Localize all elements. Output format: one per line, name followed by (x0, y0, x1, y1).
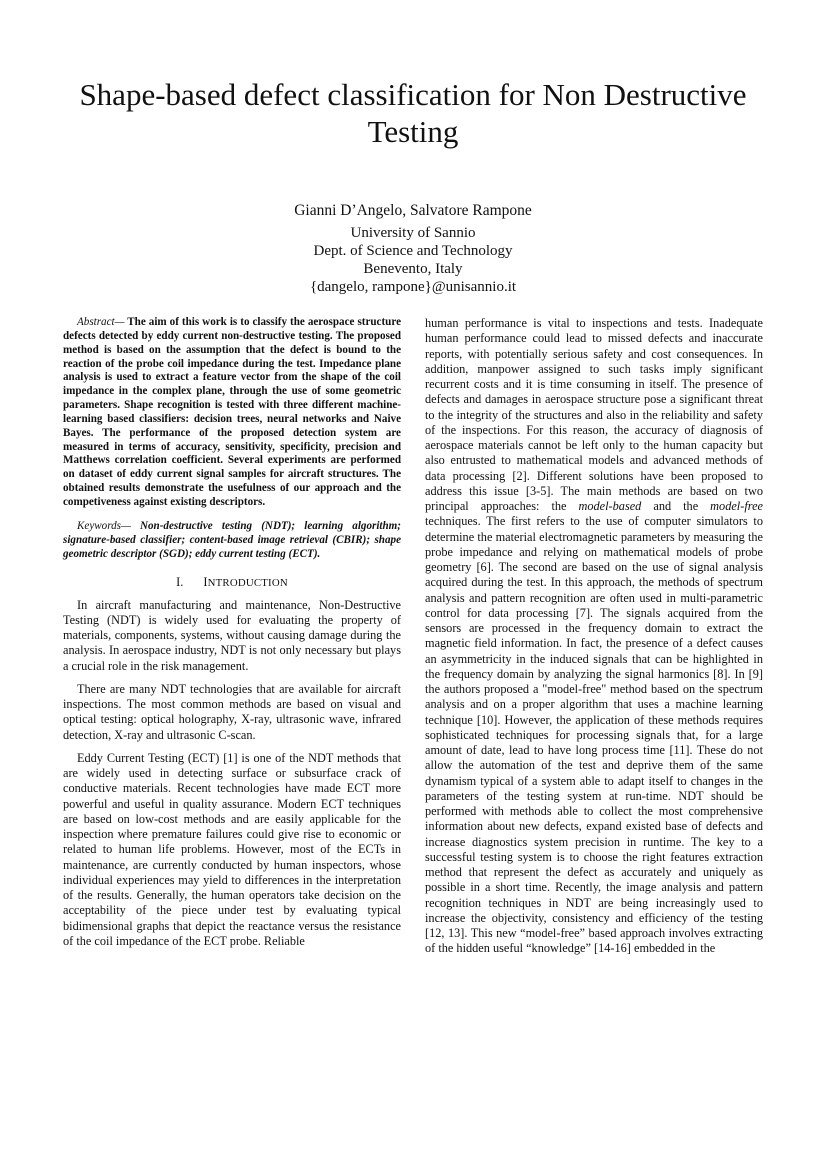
author-block (210, 202, 616, 296)
abstract-label: Abstract— (77, 316, 125, 328)
section-heading-introduction (63, 575, 401, 591)
keywords-label: Keywords— (77, 519, 131, 532)
keywords (63, 520, 401, 562)
body-text: and the (641, 499, 711, 513)
right-column (425, 316, 763, 957)
affiliation-dept: Dept. of Science and Technology (313, 243, 513, 259)
section-title: INTRODUCTION (203, 575, 288, 590)
author-email: {dangelo, rampone}@unisannio.it (309, 279, 517, 295)
body-text: techniques. The first refers to the use of computer simulators to determine the material electromagnetic parameters by measuring the probe impedance and relying on mathematical models of probe geometry [6]. The second are based on the use of signal analysis acquired during the test. In this approach, the methods of spectrum analysis and pattern recognition are often used in multi-parametric control for data processing [7]. The signals acquired from the sensors are processed in the frequency domain to extract the magnetic field information. In fact, the presence of a defect causes an asymmetricity in the induced signals that can be highlighted in the frequency domain by analyzing the signal harmonics [8]. In [9] the authors proposed a "model-free" method based on the spectrum analysis and on a proper algorithm that uses a machine learning technique [10]. However, the application of these methods requires sophisticated techniques for processing signals that, for a large amount of date, lead to have long process time [11]. These do not allow the automation of the test and deprive them of the same dynamism typical of a system able to adapt itself to changes in the parameters of the testing system at run-time. NDT should be performed with methods able to collect the most comprehensive information about new defects, expand existed base of defects and increase diagnostics system precision in runtime. The key to a successful testing system is to choose the right features extraction method that represent the defect as accurately and uniquely as possible in a short time. Recently, the image analysis and pattern recognition techniques in NDT are being increasingly used to increase the objectivity, consistency and efficiency of the testing [12, 13]. This new “model-free” based approach involves extracting of the hidden useful “knowledge” [14-16] embedded in the (425, 514, 763, 956)
intro-continuation (425, 316, 763, 957)
left-column (63, 316, 401, 949)
section-number: I. (176, 575, 184, 590)
affiliation-university: University of Sannio (350, 225, 476, 241)
intro-paragraph: In aircraft manufacturing and maintenance, Non-Destructive Testing (NDT) is widely used for evaluating the property of materials, components, systems, without causing damage during the analysis. In aerospace industry, NDT is not only necessary but plays a crucial role in the risk management. (63, 597, 401, 673)
emphasis-model-free: model-free (710, 499, 763, 513)
keywords-text: Non-destructive testing (NDT); learning algorithm; signature-based classifier; content-based image retrieval (CBIR); shape geometric descriptor (SGD); eddy current testing (ECT). (63, 519, 401, 560)
abstract (63, 316, 401, 510)
emphasis-model-based: model-based (578, 499, 642, 513)
paper-title: Shape-based defect classification for Non Destructive Testing (79, 77, 747, 149)
intro-paragraph: There are many NDT technologies that are available for aircraft inspections. The most common methods are based on visual and optical testing: optical holography, X-ray, ultrasonic wave, infrared detection, X-ray and ultrasonic C-scan. (63, 681, 401, 742)
affiliation-city: Benevento, Italy (363, 261, 463, 277)
intro-paragraph: Eddy Current Testing (ECT) [1] is one of the NDT methods that are widely used in detecting surface or subsurface crack of conductive materials. Recent technologies have made ECT more powerful and useful in quality assurance. Modern ECT techniques are based on low-cost methods and are easily applicable for the inspection where premature failures could give rise to economic or related to human life problems. However, most of the ECTs in maintenance, are currently conducted by human inspectors, whose individual experiences may yield to differences in the interpretation of the results. Generally, the human operators take decision on the acceptability of the piece under test by evaluating typical bidimensional graphs that depict the reactance versus the resistance of the coil impedance of the ECT probe. Reliable (63, 750, 401, 948)
body-text: human performance is vital to inspections and tests. Inadequate human performance could lead to missed defects and inaccurate reports, with potentially serious safety and cost consequences. In addition, manpower assigned to such tasks imply significant recurrent costs and it is time consuming in itself. The presence of defects and damages in aerospace structure pose a significant threat to the integrity of the structures and also in the reliability and safety of the inspections. For this reason, the accuracy of diagnosis of aerospace materials cannot be left only to the human capacity but also entrusted to mathematical models and advanced methods of data processing [2]. Different solutions have been proposed to address this issue [3-5]. The main methods are based on two principal approaches: the (425, 316, 763, 513)
abstract-text: The aim of this work is to classify the aerospace structure defects detected by eddy current non-destructive testing. The proposed method is based on the assumption that the defect is bound to the reaction of the probe coil impedance during the test. Impedance plane analysis is used to extract a feature vector from the shape of the coil impedance in the complex plane, through the use of some geometric parameters. Shape recognition is tested with three different machine-learning based classifiers: decision trees, neural networks and Naive Bayes. The performance of the proposed detection system are measured in terms of accuracy, sensitivity, specificity, precision and Matthews correlation coefficient. Several experiments are performed on dataset of eddy current signal samples for aircraft structures. The obtained results demonstrate the usefulness of our approach and the competiveness against existing descriptors. (63, 316, 401, 508)
author-names: Gianni D’Angelo, Salvatore Rampone (294, 202, 532, 219)
